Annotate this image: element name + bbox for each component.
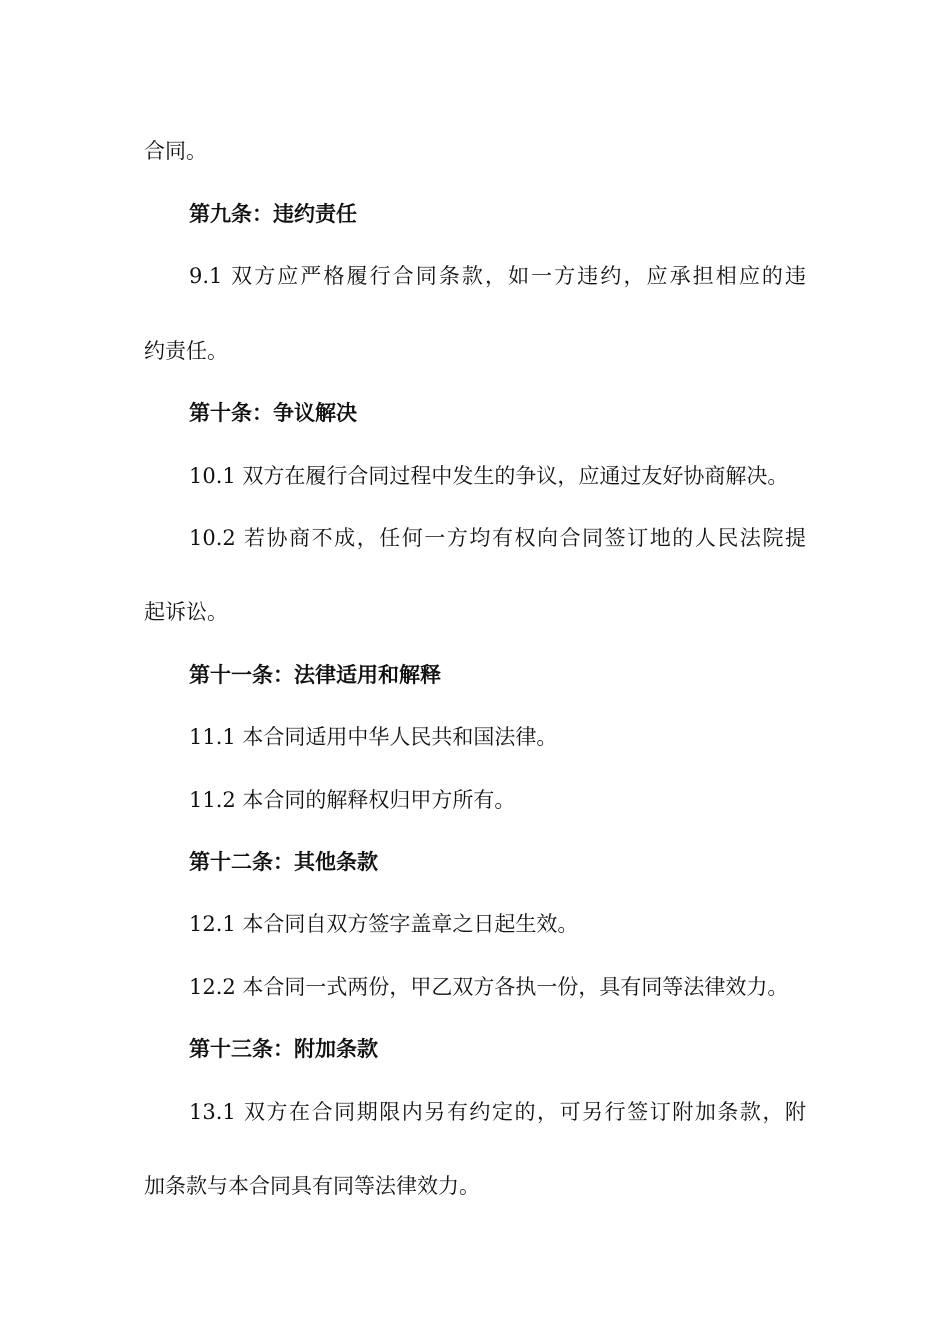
heading-text: 第十条：争议解决	[189, 401, 357, 425]
clause-10-2-continuation	[144, 597, 950, 627]
clause-10-2	[189, 523, 950, 553]
clause-text: 12.2 本合同一式两份，甲乙双方各执一份，具有同等法律效力。	[189, 975, 789, 999]
clause-text: 11.1 本合同适用中华人民共和国法律。	[189, 725, 558, 749]
clause-text: 11.2 本合同的解释权归甲方所有。	[189, 788, 516, 812]
line-text: 合同。	[144, 139, 207, 163]
article-12-heading	[189, 847, 950, 877]
clause-text: 9.1 双方应严格履行合同条款，如一方违约，应承担相应的违	[189, 264, 806, 288]
article-9-heading	[189, 199, 950, 229]
clause-13-1	[189, 1097, 950, 1127]
line-text: 约责任。	[144, 339, 228, 363]
heading-text: 第十一条：法律适用和解释	[189, 663, 441, 687]
clause-11-2	[189, 785, 950, 815]
clause-text: 12.1 本合同自双方签字盖章之日起生效。	[189, 912, 579, 936]
clause-12-1	[189, 909, 950, 939]
article-11-heading	[189, 660, 950, 690]
heading-text: 第十二条：其他条款	[189, 850, 378, 874]
clause-text: 13.1 双方在合同期限内另有约定的，可另行签订附加条款，附	[189, 1100, 806, 1124]
heading-text: 第九条：违约责任	[189, 202, 357, 226]
clause-12-2	[189, 972, 950, 1002]
clause-11-1	[189, 722, 950, 752]
clause-text: 10.2 若协商不成，任何一方均有权向合同签订地的人民法院提	[189, 526, 806, 550]
heading-text: 第十三条：附加条款	[189, 1037, 378, 1061]
line-text: 起诉讼。	[144, 600, 228, 624]
line-text: 加条款与本合同具有同等法律效力。	[144, 1174, 480, 1198]
clause-10-1	[189, 461, 950, 491]
clause-9-1	[189, 261, 950, 291]
article-10-heading	[189, 398, 950, 428]
paragraph-continuation	[144, 136, 950, 166]
clause-13-1-continuation	[144, 1171, 950, 1201]
clause-text: 10.1 双方在履行合同过程中发生的争议，应通过友好协商解决。	[189, 464, 789, 488]
clause-9-1-continuation	[144, 336, 950, 366]
article-13-heading	[189, 1034, 950, 1064]
